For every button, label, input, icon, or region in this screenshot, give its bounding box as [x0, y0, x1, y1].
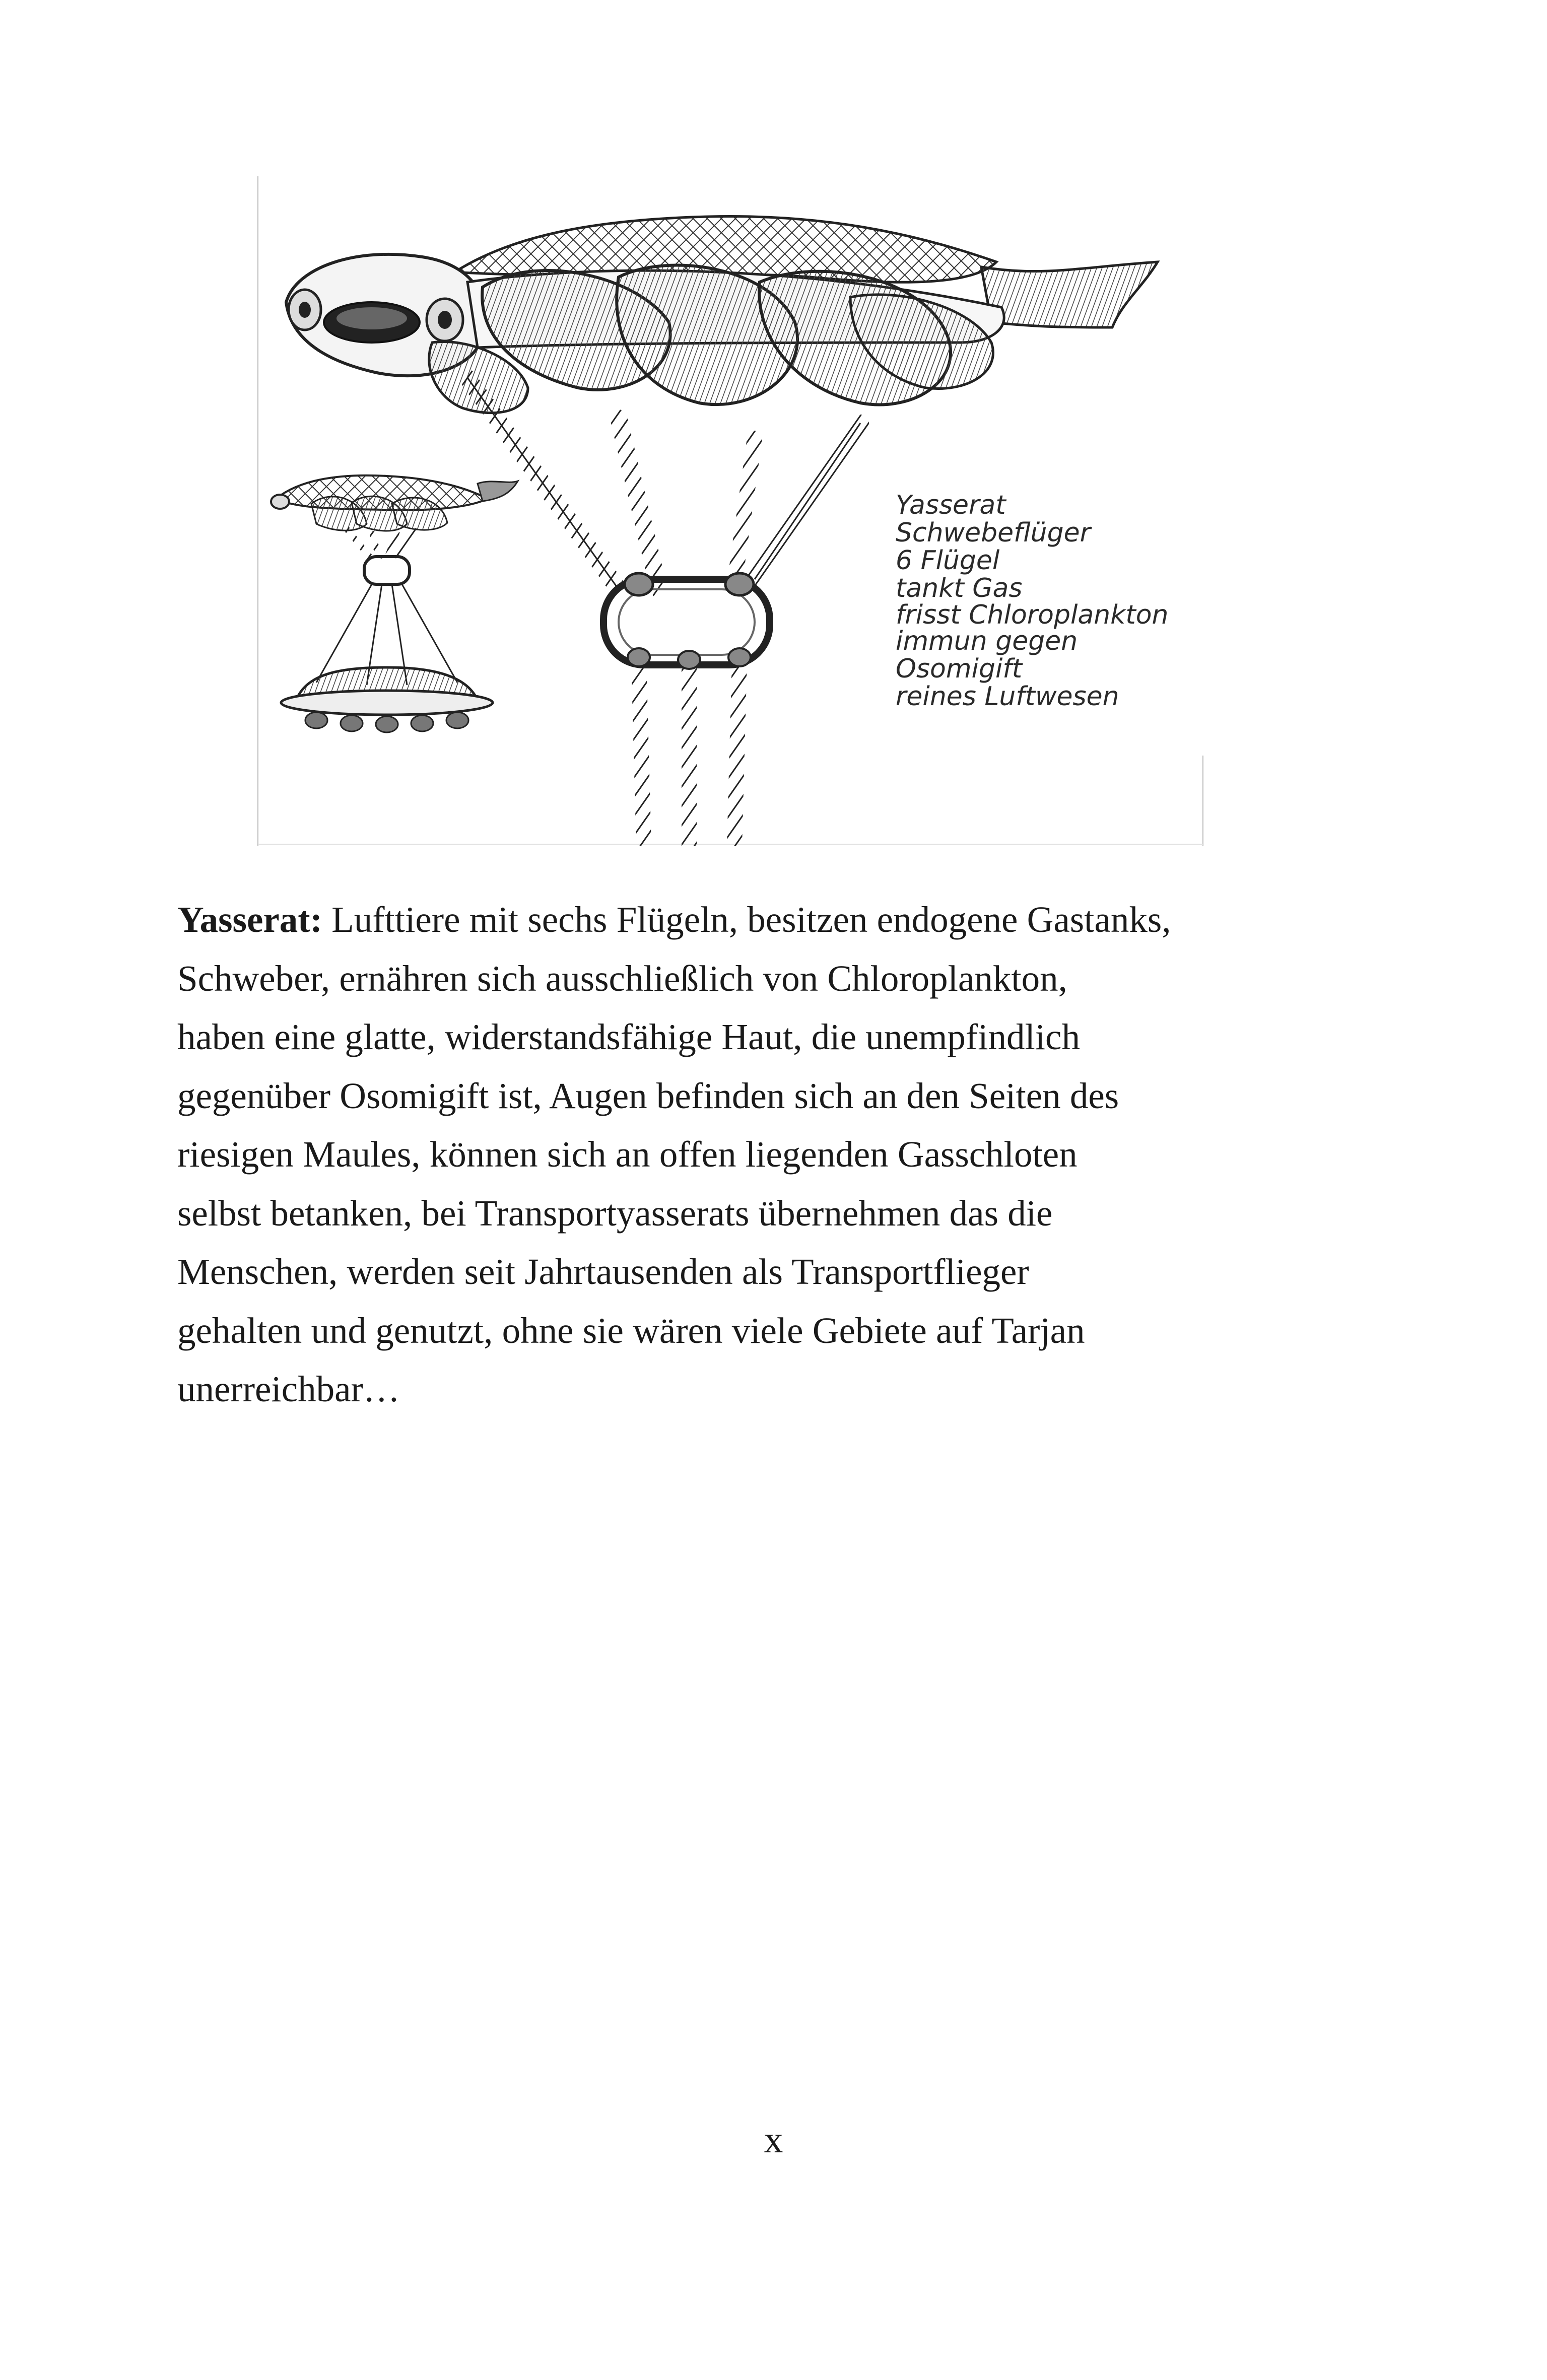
- paragraph-line: Menschen, werden seit Jahrtausenden als Transportflieger: [177, 1251, 1029, 1292]
- paragraph-line: gehalten und genutzt, ohne sie wären viele Gebiete auf Tarjan: [177, 1310, 1085, 1351]
- paragraph-line: Schweber, ernähren sich ausschließlich von Chloroplankton,: [177, 958, 1067, 999]
- handwritten-line: Osomigift: [896, 654, 1023, 684]
- paragraph-line: gegenüber Osomigift ist, Augen befinden sich an den Seiten des: [177, 1075, 1119, 1116]
- yasserat-sketch-illustration: [256, 176, 1205, 846]
- description-paragraph: [177, 891, 1311, 1419]
- paragraph-line: riesigen Maules, können sich an offen liegenden Gasschloten: [177, 1134, 1078, 1175]
- handwritten-line: Schwebeflüger: [896, 518, 1091, 548]
- small-yasserat-with-gondola-drawing: [271, 475, 518, 732]
- page-number: x: [764, 2119, 783, 2161]
- handwritten-caption: [896, 490, 1169, 712]
- entry-term: Yasserat:: [177, 899, 322, 940]
- handwritten-line: reines Luftwesen: [896, 682, 1119, 712]
- paragraph-line: unerreichbar…: [177, 1369, 400, 1409]
- handwritten-line: immun gegen: [896, 626, 1078, 656]
- handwritten-line: 6 Flügel: [896, 546, 1000, 576]
- paragraph-line: haben eine glatte, widerstandsfähige Haut, die unempfindlich: [177, 1016, 1080, 1057]
- paragraph-line: selbst betanken, bei Transportyasserats übernehmen das die: [177, 1192, 1053, 1234]
- handwritten-line: frisst Chloroplankton: [896, 600, 1169, 630]
- handwritten-line: Yasserat: [896, 490, 1006, 520]
- handwritten-line: tankt Gas: [896, 573, 1023, 603]
- paragraph-line: [177, 891, 1311, 949]
- paragraph-line-text: Lufttiere mit sechs Flügeln, besitzen endogene Gastanks,: [322, 899, 1171, 940]
